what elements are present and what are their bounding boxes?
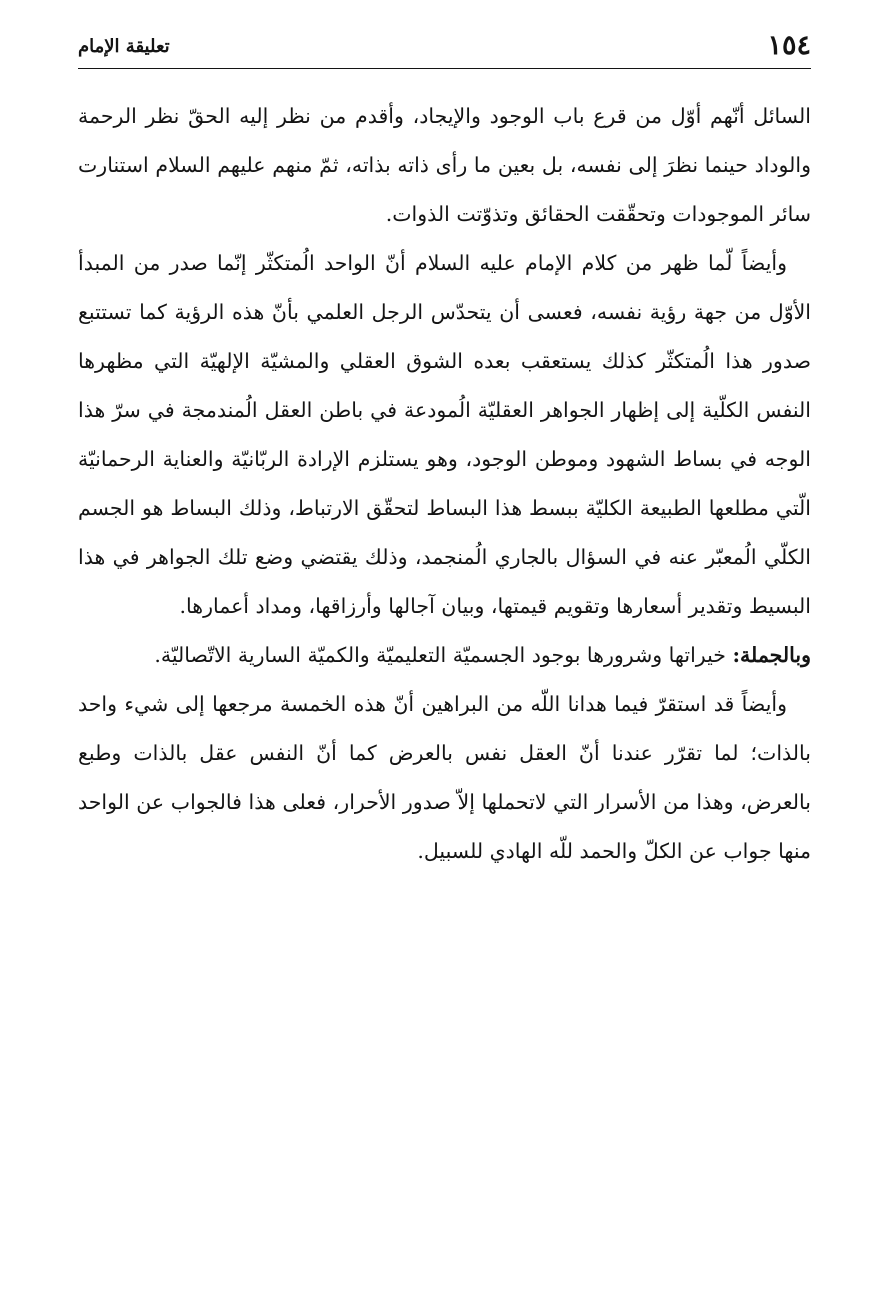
paragraph-summary-text: خيراتها وشرورها بوجود الجسميّة التعليميّة والكميّة السارية الاتّصاليّة. <box>154 643 733 667</box>
paragraph-summary <box>78 631 811 680</box>
paragraph: وأيضاً قد استقرّ فيما هدانا اللّه من البراهين أنّ هذه الخمسة مرجعها إلى شيء واحد بالذات؛ لما تقرّر عندنا أنّ العقل نفس بالعرض كما أنّ النفس عقل بالذات وطبع بالعرض، وهذا من الأسرار التي لاتحملها إلاّ صدور الأحرار، فعلى هذا فالجواب عن الواحد منها جواب عن الكلّ والحمد للّه الهادي للسبيل. <box>78 692 811 863</box>
paragraph: وأيضاً لّما ظهر من كلام الإمام عليه السلام أنّ الواحد الُمتكثّر إنّما صدر من المبدأ الأوّل من جهة رؤية نفسه، فعسى أن يتحدّس الرجل العلمي بأنّ هذه الرؤية كما تستتبع صدور هذا الُمتكثّر كذلك يستعقب بعده الشوق العقلي والمشيّة الإلهيّة التي مظهرها النفس الكلّية إلى إظهار الجواهر العقليّة الُمودعة في باطن العقل الُمندمجة في سرّ هذا الوجه في بساط الشهود وموطن الوجود، وهو يستلزم الإرادة الربّانيّة والعناية الرحمانيّة الّتي مطلعها الطبيعة الكليّة ببسط هذا البساط لتحقّق الارتباط، وذلك البساط هو الجسم الكلّي الُمعبّر عنه في السؤال بالجاري الُمنجمد، وذلك يقتضي وضع تلك الجواهر في هذا البسيط وتقدير أسعارها وتقويم قيمتها، وبيان آجالها وأرزاقها، ومداد أعمارها. <box>78 251 811 618</box>
paragraph-continuation: السائل أنّهم أوّل من قرع باب الوجود والإيجاد، وأقدم من نظر إليه الحقّ نظر الرحمة والوداد حينما نظرَ إلى نفسه، بل بعين ما رأى ذاته بذاته، ثمّ منهم عليهم السلام استنارت سائر الموجودات وتحقّقت الحقائق وتذوّتت الذوات. <box>78 104 811 226</box>
header-divider <box>78 68 811 69</box>
page-number: ١٥٤ <box>767 30 811 61</box>
paragraph-lead: وبالجملة: <box>732 643 811 667</box>
body-text <box>78 92 811 876</box>
page-header <box>78 28 811 70</box>
running-title: تعليقة الإمام <box>78 36 170 57</box>
